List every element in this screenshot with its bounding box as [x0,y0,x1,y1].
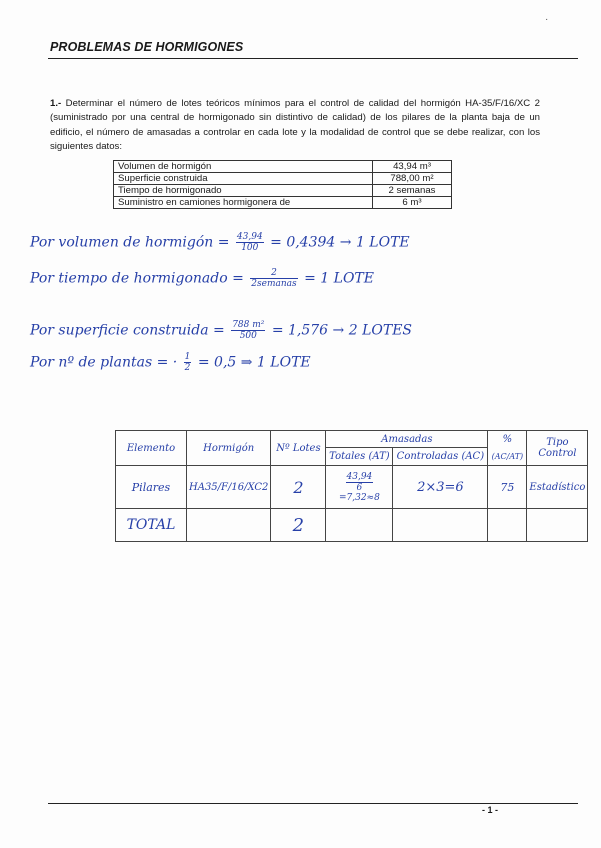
cell-hormigon: HA35/F/16/XC2 [187,466,271,509]
cell-empty [326,509,393,542]
cell-empty [488,509,527,542]
data-row [114,173,452,185]
cell-total-n-lotes: 2 [271,509,326,542]
calc-prefix: Por tiempo de hormigonado = [30,270,244,287]
fraction-numerator: 43,94 [346,471,373,482]
footer-divider [48,803,578,804]
header-amasadas: Amasadas [326,431,488,448]
fraction-numerator: 788 m² [232,320,265,330]
cell-n-lotes: 2 [271,466,326,509]
problem-text: Determinar el número de lotes teóricos mínimos para el control de calidad del hormigón HA-35/F/16/XC 2 (suministrado por una central de hormigonado sin distintivo de calidad) de los pilares de la planta baja de un edificio, el número de amasadas a controlar en cada lote y la modalidad de control que se debe realizar, con los siguientes datos: [50,98,540,153]
data-label: Suministro en camiones hormigonera de [114,197,373,209]
handwritten-calc-time [30,268,374,289]
header-pct-symbol: % [488,431,527,448]
cell-totales [326,466,393,509]
cell-controladas: 2×3=6 [393,466,488,509]
data-label: Tiempo de hormigonado [114,185,373,197]
data-row [114,197,452,209]
header-totales: Totales (AT) [326,448,393,466]
page-number: - 1 - [482,805,499,815]
data-row [114,185,452,197]
cell-pct: 75 [488,466,527,509]
fraction-denominator: 6 [356,482,363,493]
data-value: 43,94 m³ [373,161,452,173]
page-header-title: PROBLEMAS DE HORMIGONES [50,40,244,54]
calc-fraction [231,320,265,341]
cell-empty [187,509,271,542]
header-elemento: Elemento [116,431,187,466]
calc-result: = 1,576 → 2 LOTES [271,322,412,339]
header-n-lotes: Nº Lotes [271,431,326,466]
header-divider [48,58,578,59]
calc-result: = 0,5 ⇒ 1 LOTE [197,354,311,371]
fraction-denominator: 100 [241,243,259,253]
header-hormigon: Hormigón [187,431,271,466]
handwritten-calc-surface [30,320,412,341]
data-value: 6 m³ [373,197,452,209]
data-value: 788,00 m² [373,173,452,185]
cell-empty [527,509,588,542]
calc-fraction [236,232,264,253]
data-value: 2 semanas [373,185,452,197]
fraction-numerator: 2 [250,268,297,279]
handwritten-calc-floors [30,352,311,373]
fraction-numerator: 43,94 [236,232,263,242]
calc-prefix: Por superficie construida = [30,322,225,339]
data-label: Superficie construida [114,173,373,185]
fraction-denominator: 2semanas [251,279,297,289]
header-pct-label: (AC/AT) [488,448,527,466]
problem-number: 1.- [50,98,62,109]
problem-statement [50,97,540,155]
data-table [113,160,452,209]
data-row [114,161,452,173]
header-tipo-control: Tipo Control [527,431,588,466]
calc-prefix: Por nº de plantas = · [30,354,178,371]
calc-prefix: Por volumen de hormigón = [30,234,230,251]
corner-mark: · [545,14,549,25]
calc-fraction [250,268,297,289]
calc-result: = 1 LOTE [304,270,374,287]
cell-total-label: TOTAL [116,509,187,542]
header-row-top [116,431,588,448]
fraction-denominator: 2 [184,363,191,373]
cell-tipo-control: Estadístico [527,466,588,509]
data-label: Volumen de hormigón [114,161,373,173]
handwritten-summary-table [115,430,588,542]
calc-fraction [184,352,192,373]
table-row [116,466,588,509]
calc-result: = 0,4394 → 1 LOTE [270,234,410,251]
cell-empty [393,509,488,542]
totales-fraction [346,472,374,493]
handwritten-calc-volume [30,232,410,253]
fraction-numerator: 1 [184,352,191,362]
totales-result: =7,32≈8 [338,492,380,503]
header-controladas: Controladas (AC) [393,448,488,466]
cell-elemento: Pilares [116,466,187,509]
total-row [116,509,588,542]
fraction-denominator: 500 [239,331,257,341]
